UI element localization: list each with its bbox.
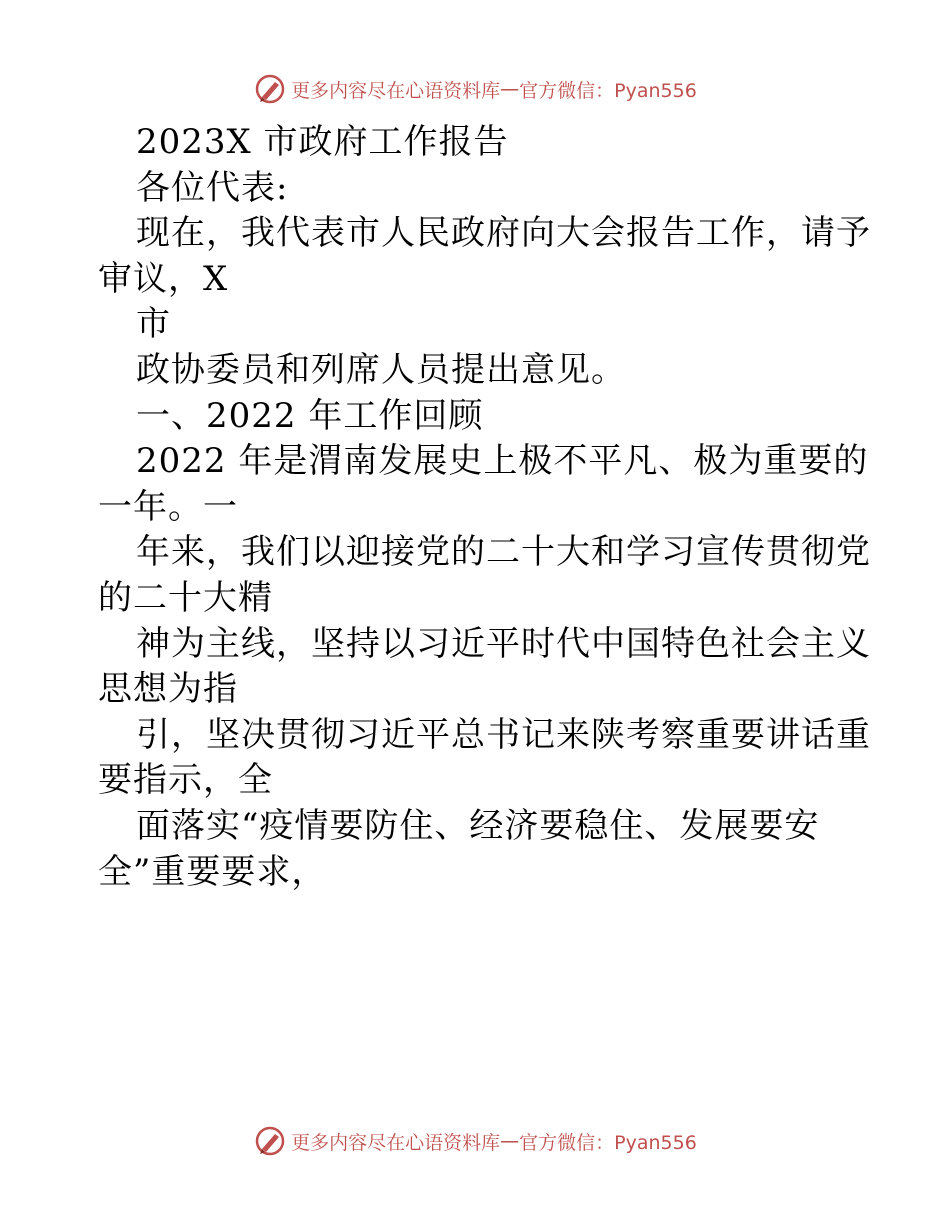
watermark-separator: —: [500, 1130, 520, 1152]
watermark-text: 更多内容尽在心语资料库: [291, 79, 501, 102]
text-line: 的二十大精: [98, 577, 273, 618]
watermark-suffix: 官方微信：Pyan556: [519, 79, 697, 102]
text-line: 面落实“疫情要防住、经济要稳住、发展要安: [136, 805, 820, 846]
text-line: 神为主线，坚持以习近平时代中国特色社会主义: [136, 623, 871, 664]
pen-logo-icon: [253, 72, 287, 106]
text-line: 要指示，全: [98, 760, 273, 801]
section-heading: 一、2022 年工作回顾: [136, 395, 484, 436]
pen-logo-icon: [253, 1124, 287, 1158]
doc-title: 2023X 市政府工作报告: [136, 122, 509, 162]
text-line: 引，坚决贯彻习近平总书记来陕考察重要讲话重: [136, 714, 871, 755]
text-line: 现在，我代表市人民政府向大会报告工作，请予: [136, 213, 871, 254]
text-line: 全”重要要求，: [98, 851, 327, 892]
document-body: [98, 120, 871, 895]
watermark-header: [0, 72, 950, 106]
text-line: 思想为指: [98, 669, 238, 710]
watermark-text: 更多内容尽在心语资料库: [291, 1131, 501, 1154]
watermark-suffix: 官方微信：Pyan556: [519, 1131, 697, 1154]
text-line: 市: [136, 304, 171, 345]
watermark-separator: —: [500, 78, 520, 100]
text-line: 年来，我们以迎接党的二十大和学习宣传贯彻党: [136, 532, 871, 573]
text-line: 审议，X: [98, 258, 229, 299]
text-line: 一年。一: [98, 486, 238, 527]
watermark-footer: [0, 1124, 950, 1158]
text-line: 政协委员和列席人员提出意见。: [136, 349, 626, 390]
text-line: 2022 年是渭南发展史上极不平凡、极为重要的: [136, 441, 869, 482]
salutation: 各位代表:: [136, 167, 289, 208]
